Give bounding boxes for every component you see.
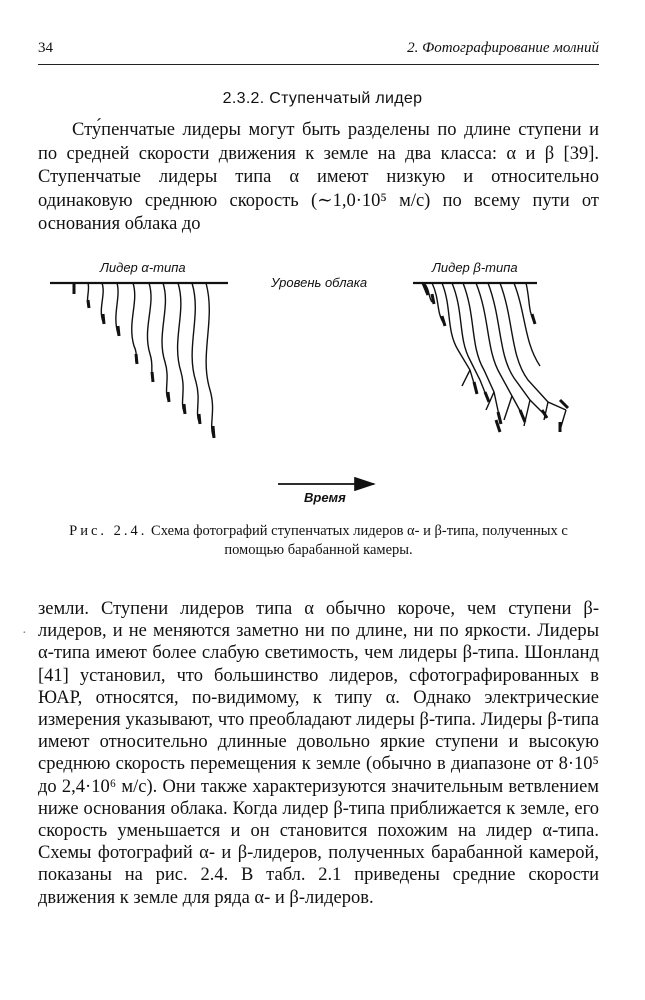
header-rule: [38, 64, 599, 65]
beta-leader-9: [514, 283, 540, 366]
alpha-leader-8: [192, 283, 199, 422]
beta-branch-4: [524, 400, 530, 426]
caption-label: Рис. 2.4.: [69, 523, 148, 539]
label-time: Время: [304, 490, 346, 505]
alpha-leader-7: [178, 283, 184, 412]
margin-mark: ·: [22, 626, 27, 641]
running-title: 2. Фотографирование молний: [407, 40, 599, 56]
paragraph-main: земли. Ступени лидеров типа α обычно короче, чем ступени β-лидеров, и не меняются заметно ни по длине, ни по яркости. Лидеры α-типа имеют более слабую светимость, чем лидеры β-типа. Шонланд [41] установил, что большинство лидеров, сфотографированных в ЮАР, относятся, по-видимому, к типу α. Однако электрические измерения указывают, что преобладают лидеры β-типа. Лидеры β-типа имеют относительно длинные довольно яркие ступени и высокую среднюю скорость перемещения к земле (обычно в диапазоне от 8·10⁵ до 2,4·10⁶ м/с). Они также характеризуются значительным ветвлением ниже основания облака. Когда лидер β-типа приближается к земле, его скорость уменьшается и он становится похожим на лидер α-типа. Схемы фотографий α- и β-лидеров, полученных барабанной камерой, показаны на рис. 2.4. В табл. 2.1 приведены средние скорости движения к земле для ряда α- и β-лидеров.: [38, 599, 599, 908]
leader-diagram: [0, 250, 645, 520]
label-cloud-level: Уровень облака: [271, 275, 368, 290]
label-beta-leader: Лидер β-типа: [432, 260, 518, 275]
alpha-leaders: [87, 283, 213, 436]
alpha-leader-4: [132, 283, 136, 362]
beta-leaders: [424, 283, 566, 430]
figure-2-4: [0, 250, 645, 520]
beta-branch-3: [504, 396, 512, 420]
alpha-leader-9: [206, 283, 213, 436]
alpha-leader-5: [147, 283, 153, 380]
figure-caption: [38, 522, 599, 560]
beta-leader-7: [488, 283, 546, 416]
section-heading: 2.3.2. Ступенчатый лидер: [222, 90, 423, 107]
label-alpha-leader: Лидер α-типа: [100, 260, 186, 275]
alpha-leader-6: [162, 283, 168, 400]
beta-leader-6: [476, 283, 524, 418]
beta-leader-4: [452, 283, 488, 400]
beta-branch-1: [462, 370, 470, 386]
paragraph-intro: Сту́пенчатые лидеры могут быть разделены по длине ступени и по средней скорости движения к земле на два класса: α и β [39]. Ступенчатые лидеры типа α имеют низкую и относительно одинаковую среднюю скорость (∼1,0·10⁵ м/с) по всему пути от основания облака до: [38, 120, 599, 234]
beta-leader-3: [442, 283, 476, 390]
page-number: 34: [38, 40, 53, 56]
caption-text: Схема фотографий ступенчатых лидеров α- и β-типа, полученных с помощью барабанной камеры.: [147, 523, 568, 558]
page-header: [38, 40, 599, 64]
